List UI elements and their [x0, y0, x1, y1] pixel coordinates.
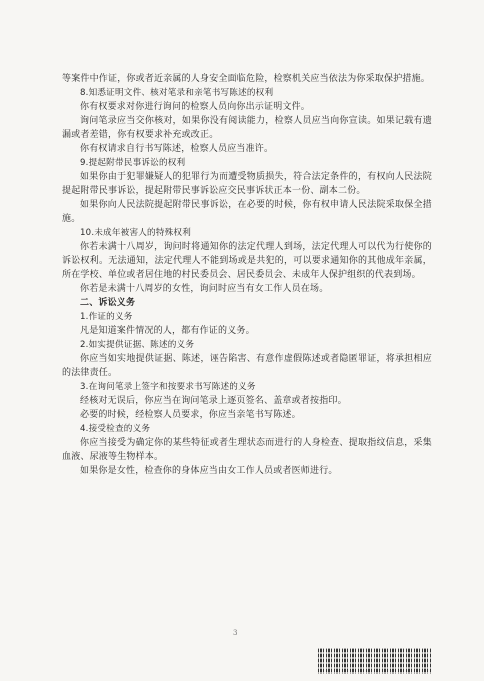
paragraph: 你有权要求对你进行询问的检察人员向你出示证明文件。 [80, 102, 311, 112]
section-heading: 8.知悉证明文件、核对笔录和亲笔书写陈述的权利 [80, 88, 274, 98]
paragraph: 你应当如实地提供证据、陈述，诬告陷害、有意作虚假陈述或者隐匿罪证，将承担相应的法律责任。 [62, 354, 432, 378]
paragraph: 询问笔录应当交你核对，如果你没有阅读能力，检察人员应当向你宣读。如果记载有遗漏或者差错，你有权要求补充或改正。 [62, 116, 432, 140]
document-body [62, 72, 432, 478]
section-heading: 3.在询问笔录上签字和按要求书写陈述的义务 [80, 382, 256, 392]
section-heading: 4.接受检查的义务 [80, 424, 151, 434]
barcode [318, 648, 432, 674]
section-heading: 10.未成年被害人的特殊权利 [80, 228, 191, 238]
paragraph: 凡是知道案件情况的人，都有作证的义务。 [80, 326, 255, 336]
paragraph: 如果你是女性，检查你的身体应当由女工作人员或者医师进行。 [80, 466, 338, 476]
paragraph: 你若未满十八周岁，询问时将通知你的法定代理人到场，法定代理人可以代为行使你的诉讼权利。无法通知，法定代理人不能到场或是共犯的，可以要求通知你的其他成年亲属，所在学校、单位或者居住地的村民委员会、居民委员会、未成年人保护组织的代表到场。 [62, 242, 432, 280]
chapter-heading: 二、诉讼义务 [80, 298, 136, 308]
page-number: 3 [233, 629, 238, 637]
section-heading: 2.如实提供证据、陈述的义务 [80, 340, 195, 350]
section-heading: 9.提起附带民事诉讼的权利 [80, 158, 186, 168]
paragraph: 你有权请求自行书写陈述，检察人员应当准许。 [80, 144, 274, 154]
paragraph: 如果你由于犯罪嫌疑人的犯罪行为而遭受物质损失，符合法定条件的，有权向人民法院提起附带民事诉讼，提起附带民事诉讼应交民事诉状正本一份、副本二份。 [62, 172, 432, 196]
section-heading: 1.作证的义务 [80, 312, 133, 322]
paragraph: 如果你向人民法院提起附带民事诉讼，在必要的时候，你有权申请人民法院采取保全措施。 [62, 200, 432, 224]
paragraph: 必要的时候，经检察人员要求，你应当亲笔书写陈述。 [80, 410, 301, 420]
paragraph: 等案件中作证，你或者近亲属的人身安全面临危险，检察机关应当依法为你采取保护措施。 [62, 74, 431, 84]
paragraph: 经核对无误后，你应当在询问笔录上逐页签名、盖章或者按指印。 [80, 396, 347, 406]
paragraph: 你若是未满十八周岁的女性，询问时应当有女工作人员在场。 [80, 284, 329, 294]
paragraph: 你应当接受为确定你的某些特征或者生理状态而进行的人身检查、提取指纹信息，采集血液、尿液等生物样本。 [62, 438, 432, 462]
